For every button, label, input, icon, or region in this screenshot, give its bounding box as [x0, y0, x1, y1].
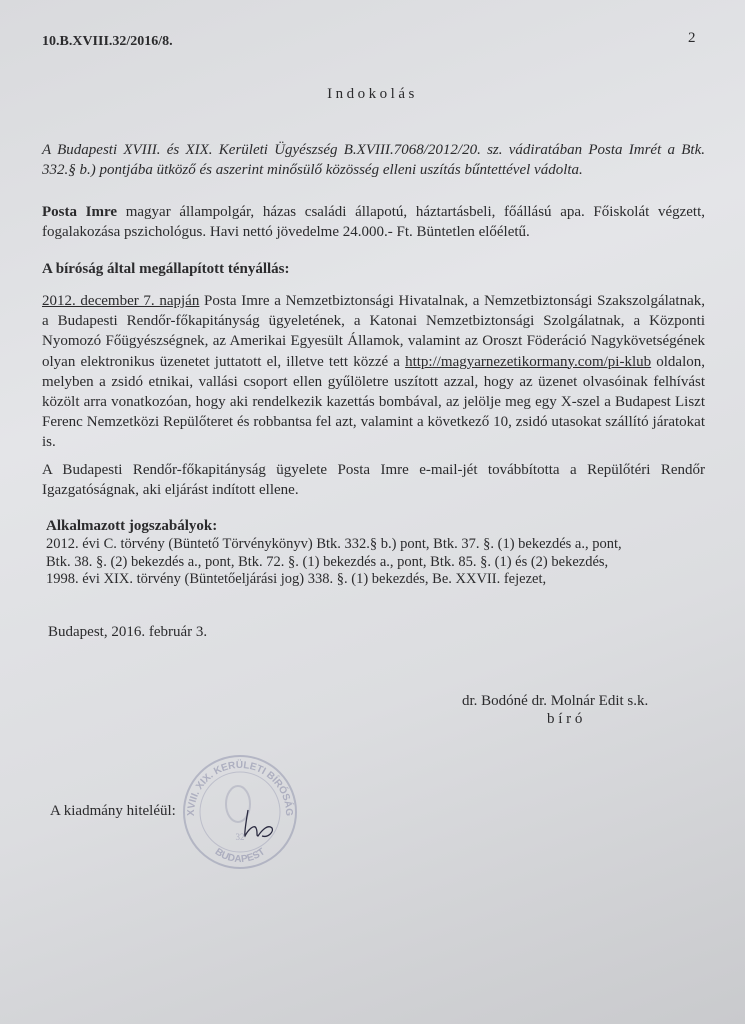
- stamp-number: 32: [235, 832, 245, 842]
- stamp-bottom-text: BUDAPEST: [212, 846, 268, 866]
- facts-paragraph: [42, 291, 705, 453]
- indictment-paragraph: A Budapesti XVIII. és XIX. Kerületi Ügyészség B.XVIII.7068/2012/20. sz. vádiratában Posta Imrét a Btk. 332.§ b.) pontjába ütköző és aszerint minősülő közösség elleni uszítás bűntettével vádolta.: [42, 142, 705, 178]
- laws-heading: Alkalmazott jogszabályok:: [46, 518, 218, 534]
- facts-text: Posta Imre a Nemzetbiztonsági Hivatalnak, a Nemzetbiztonsági Szakszolgálatnak, a Budapesti Rendőr-főkapitányság ügyeletének, a Katonai Nemzetbiztonsági Szolgálatnak, a Központi Nyomozó Főügyészségnek, az Amerikai Egyesült Államok, valamint az Oroszt Föderáció Nagykövetségének olyan elektronikus üzenetet juttatott el, illetve tett közzé a: [42, 293, 705, 370]
- certification-label: A kiadmány hiteléül:: [50, 803, 176, 819]
- law-line: Btk. 38. §. (2) bekezdés a., pont, Btk. 72. §. (1) bekezdés a., pont, Btk. 85. §. (1) és (2) bekezdés,: [46, 553, 609, 570]
- facts-text-continued: oldalon, melyben a zsidó etnikai, vallási csoport ellen gyűlöletre uszított azzal, hogy az üzenet olvasóinak felhívást közölt arra vonatkozóan, hogy aki rendelkezik kazettás bombával, az jelölje meg egy X-szel a Budapest Liszt Ferenc Nemzetközi Repülőteret és robbantsa fel azt, valamint a következő 10, zsidó utasokat szállító járatokat is.: [42, 353, 705, 451]
- judge-name: dr. Bodóné dr. Molnár Edit s.k.: [462, 693, 649, 709]
- defendant-paragraph: [42, 203, 705, 242]
- svg-text:BUDAPEST: [213, 846, 267, 865]
- facts-heading: A bíróság által megállapított tényállás:: [42, 261, 290, 277]
- judge-role: b í r ó: [547, 711, 583, 727]
- place-date: Budapest, 2016. február 3.: [48, 624, 208, 640]
- law-line: 2012. évi C. törvény (Büntető Törvénykönyv) Btk. 332.§ b.) pont, Btk. 37. §. (1) bekezdés a., pont,: [46, 536, 622, 552]
- case-number: 10.B.XVIII.32/2016/8.: [42, 34, 173, 49]
- facts-link[interactable]: http://magyarnezetikormany.com/pi-klub: [405, 353, 652, 370]
- facts-date: 2012. december 7. napján: [42, 293, 200, 309]
- laws-list: [46, 536, 622, 589]
- defendant-name: Posta Imre: [42, 204, 118, 220]
- stamp-top-text: XVIII. XIX. KERÜLETI BÍRÓSÁG: [185, 759, 295, 817]
- defendant-details: magyar állampolgár, házas családi állapotú, háztartásbeli, főállású apa. Főiskolát végzett, fogalakozása pszichológus. Havi nettó jövedelme 24.000.- Ft. Büntetlen előéletű.: [42, 204, 705, 240]
- law-line: 1998. évi XIX. törvény (Büntetőeljárási jog) 338. §. (1) bekezdés, Be. XXVII. fejezet,: [46, 571, 547, 587]
- forwarding-paragraph: A Budapesti Rendőr-főkapitányság ügyelete Posta Imre e-mail-jét továbbította a Repülőtéri Rendőr Igazgatóságnak, aki eljárást indított ellene.: [42, 462, 705, 498]
- court-stamp: [178, 752, 302, 870]
- document-title: Indokolás: [327, 86, 418, 102]
- page-number: 2: [688, 30, 696, 46]
